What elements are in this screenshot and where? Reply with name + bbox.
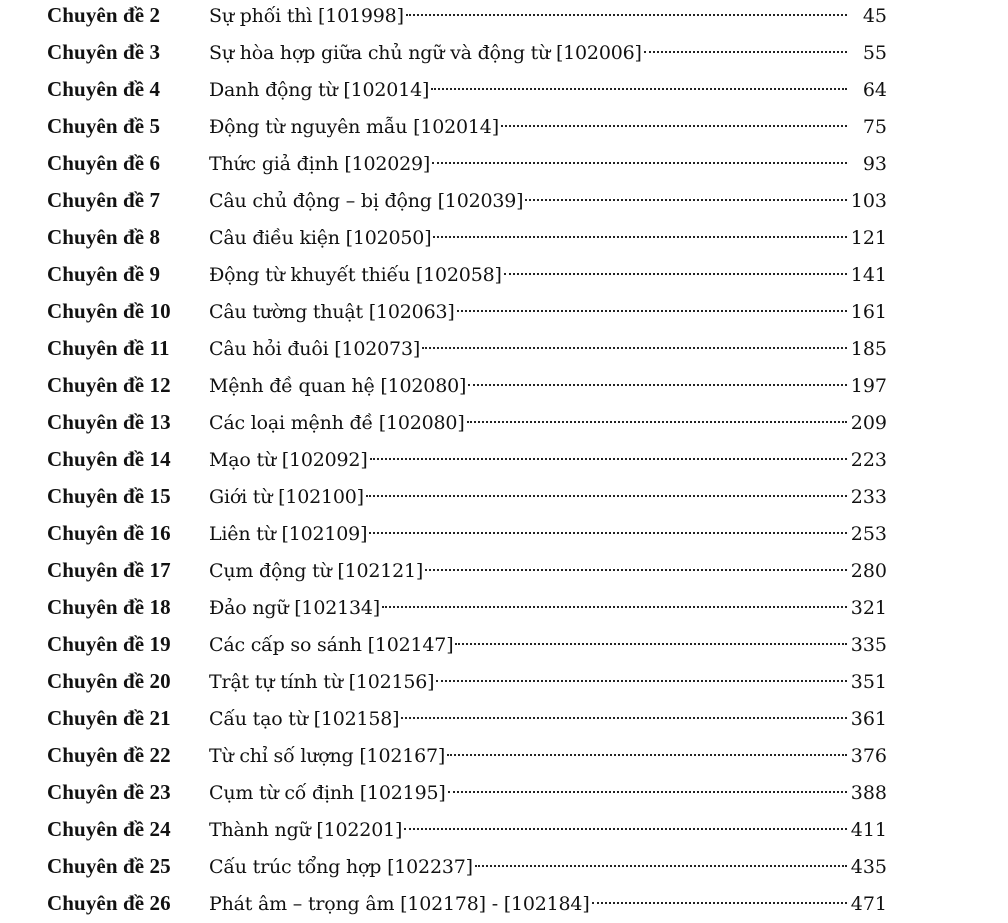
page-number: 141 xyxy=(850,264,887,286)
dot-leader xyxy=(475,865,847,867)
toc-entry xyxy=(47,552,887,589)
dot-leader xyxy=(644,51,847,53)
page-number: 280 xyxy=(850,560,887,582)
toc-entry xyxy=(47,367,887,404)
chapter-label: Chuyên đề 21 xyxy=(47,706,171,730)
page-number: 64 xyxy=(862,79,887,101)
chapter-title: Các cấp so sánh [102147] xyxy=(209,634,454,656)
chapter-title: Mệnh đề quan hệ [102080] xyxy=(209,375,467,397)
dot-leader xyxy=(467,421,847,423)
dot-leader xyxy=(370,458,847,460)
chapter-label: Chuyên đề 22 xyxy=(47,743,171,767)
toc-entry xyxy=(47,885,887,922)
chapter-label: Chuyên đề 19 xyxy=(47,632,171,656)
page-number: 185 xyxy=(850,338,887,360)
dot-leader xyxy=(592,902,847,904)
chapter-label: Chuyên đề 20 xyxy=(47,669,171,693)
page-number: 55 xyxy=(862,42,887,64)
chapter-label: Chuyên đề 10 xyxy=(47,299,171,323)
page-number: 335 xyxy=(850,634,887,656)
dot-leader xyxy=(447,754,847,756)
chapter-label: Chuyên đề 17 xyxy=(47,558,171,582)
chapter-title: Phát âm – trọng âm [102178] - [102184] xyxy=(209,893,590,915)
chapter-title: Câu chủ động – bị động [102039] xyxy=(209,190,524,212)
toc-entry xyxy=(47,145,887,182)
chapter-title: Các loại mệnh đề [102080] xyxy=(209,412,465,434)
chapter-title: Câu tường thuật [102063] xyxy=(209,301,455,323)
page-number: 321 xyxy=(850,597,887,619)
chapter-label: Chuyên đề 18 xyxy=(47,595,171,619)
dot-leader xyxy=(425,569,847,571)
dot-leader xyxy=(432,162,847,164)
chapter-label: Chuyên đề 4 xyxy=(47,77,161,101)
chapter-label: Chuyên đề 24 xyxy=(47,817,171,841)
toc-entry xyxy=(47,515,887,552)
toc-entry xyxy=(47,108,887,145)
page-number: 161 xyxy=(850,301,887,323)
chapter-title: Cấu trúc tổng hợp [102237] xyxy=(209,856,473,878)
dot-leader xyxy=(382,606,847,608)
toc-entry xyxy=(47,256,887,293)
dot-leader xyxy=(501,125,847,127)
chapter-label: Chuyên đề 23 xyxy=(47,780,171,804)
toc-entry xyxy=(47,404,887,441)
page-number: 411 xyxy=(850,819,887,841)
chapter-title: Mạo từ [102092] xyxy=(209,449,368,471)
chapter-label: Chuyên đề 7 xyxy=(47,188,161,212)
page-number: 351 xyxy=(850,671,887,693)
chapter-label: Chuyên đề 12 xyxy=(47,373,171,397)
page-number: 121 xyxy=(850,227,887,249)
page-number: 471 xyxy=(850,893,887,915)
toc-entry xyxy=(47,219,887,256)
chapter-title: Động từ nguyên mẫu [102014] xyxy=(209,116,499,138)
page-number: 435 xyxy=(850,856,887,878)
dot-leader xyxy=(369,532,847,534)
toc-entry xyxy=(47,774,887,811)
page-number: 361 xyxy=(850,708,887,730)
chapter-label: Chuyên đề 2 xyxy=(47,3,161,27)
chapter-title: Thành ngữ [102201] xyxy=(209,819,403,841)
page-number: 233 xyxy=(850,486,887,508)
chapter-title: Danh động từ [102014] xyxy=(209,79,430,101)
toc-entry xyxy=(47,811,887,848)
page-number: 253 xyxy=(850,523,887,545)
toc-entry xyxy=(47,71,887,108)
chapter-title: Câu hỏi đuôi [102073] xyxy=(209,338,421,360)
toc-entry xyxy=(47,330,887,367)
dot-leader xyxy=(422,347,847,349)
toc-entry xyxy=(47,663,887,700)
chapter-label: Chuyên đề 6 xyxy=(47,151,161,175)
chapter-title: Trật tự tính từ [102156] xyxy=(209,671,435,693)
toc-entry xyxy=(47,441,887,478)
page-number: 93 xyxy=(862,153,887,175)
chapter-label: Chuyên đề 14 xyxy=(47,447,171,471)
chapter-title: Thức giả định [102029] xyxy=(209,153,431,175)
chapter-title: Đảo ngữ [102134] xyxy=(209,597,380,619)
toc-entry xyxy=(47,293,887,330)
chapter-title: Giới từ [102100] xyxy=(209,486,364,508)
chapter-title: Liên từ [102109] xyxy=(209,523,368,545)
dot-leader xyxy=(436,680,847,682)
page-number: 197 xyxy=(850,375,887,397)
chapter-label: Chuyên đề 8 xyxy=(47,225,161,249)
toc-entry xyxy=(47,589,887,626)
chapter-title: Từ chỉ số lượng [102167] xyxy=(209,745,446,767)
chapter-label: Chuyên đề 9 xyxy=(47,262,161,286)
page-number: 103 xyxy=(850,190,887,212)
chapter-title: Sự phối thì [101998] xyxy=(209,5,404,27)
chapter-title: Câu điều kiện [102050] xyxy=(209,227,432,249)
page-number: 376 xyxy=(850,745,887,767)
toc-entry xyxy=(47,848,887,885)
chapter-title: Cấu tạo từ [102158] xyxy=(209,708,400,730)
chapter-label: Chuyên đề 13 xyxy=(47,410,171,434)
toc-entry xyxy=(47,478,887,515)
chapter-label: Chuyên đề 15 xyxy=(47,484,171,508)
dot-leader xyxy=(366,495,847,497)
dot-leader xyxy=(455,643,847,645)
toc-entry xyxy=(47,700,887,737)
toc-entry xyxy=(47,626,887,663)
page-number: 45 xyxy=(862,5,887,27)
dot-leader xyxy=(406,14,847,16)
dot-leader xyxy=(525,199,847,201)
dot-leader xyxy=(431,88,847,90)
toc-entry xyxy=(47,0,887,34)
chapter-title: Sự hòa hợp giữa chủ ngữ và động từ [102006] xyxy=(209,42,642,64)
dot-leader xyxy=(448,791,847,793)
chapter-label: Chuyên đề 26 xyxy=(47,891,171,915)
chapter-title: Cụm động từ [102121] xyxy=(209,560,424,582)
chapter-label: Chuyên đề 5 xyxy=(47,114,161,138)
toc-entry xyxy=(47,737,887,774)
page-number: 223 xyxy=(850,449,887,471)
dot-leader xyxy=(457,310,847,312)
dot-leader xyxy=(504,273,847,275)
chapter-label: Chuyên đề 16 xyxy=(47,521,171,545)
page-number: 388 xyxy=(850,782,887,804)
chapter-title: Động từ khuyết thiếu [102058] xyxy=(209,264,502,286)
chapter-label: Chuyên đề 11 xyxy=(47,336,170,360)
dot-leader xyxy=(468,384,847,386)
toc-entry xyxy=(47,34,887,71)
dot-leader xyxy=(433,236,847,238)
toc-entry xyxy=(47,182,887,219)
table-of-contents xyxy=(47,0,887,922)
page-number: 209 xyxy=(850,412,887,434)
page-number: 75 xyxy=(862,116,887,138)
dot-leader xyxy=(404,828,847,830)
dot-leader xyxy=(401,717,847,719)
chapter-title: Cụm từ cố định [102195] xyxy=(209,782,446,804)
chapter-label: Chuyên đề 3 xyxy=(47,40,161,64)
chapter-label: Chuyên đề 25 xyxy=(47,854,171,878)
